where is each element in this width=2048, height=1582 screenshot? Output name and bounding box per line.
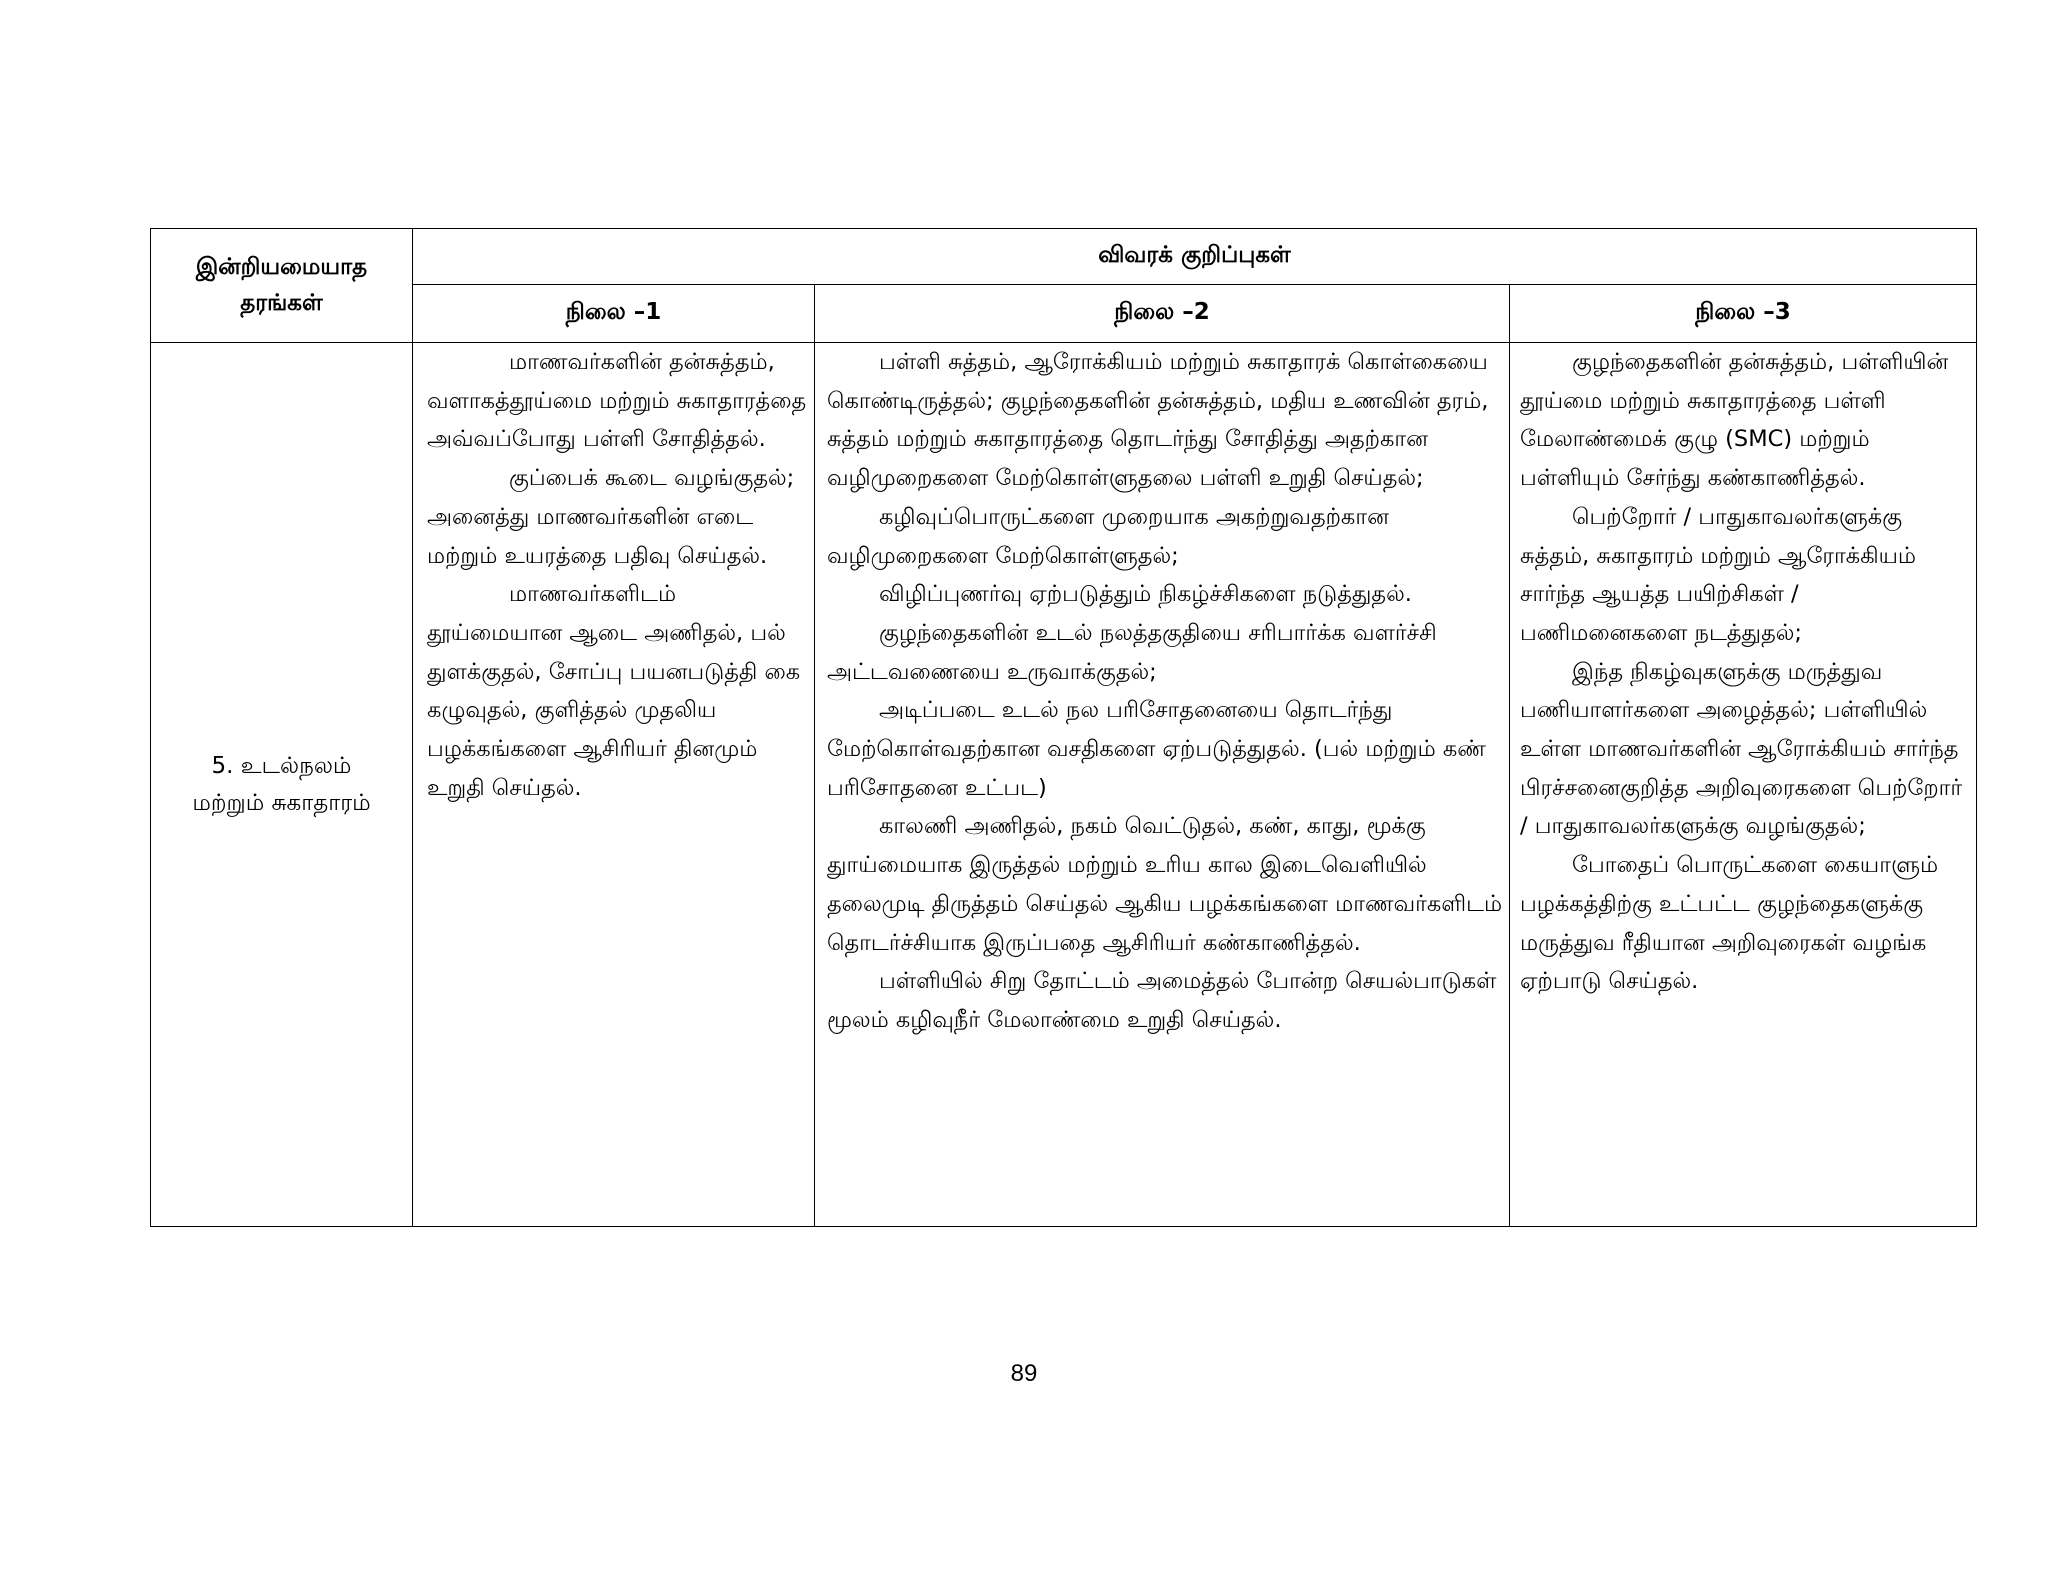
level-1-paragraph: குப்பைக் கூடை வழங்குதல்; அனைத்து மாணவர்களின் எடை மற்றும் உயரத்தை பதிவு செய்தல். bbox=[427, 465, 795, 569]
level-3-paragraph: பெற்றோர் / பாதுகாவலர்களுக்கு சுத்தம், சுகாதாரம் மற்றும் ஆரோக்கியம் சார்ந்த ஆயத்த பயிற்சிகள் / பணிமனைகளை நடத்துதல்; bbox=[1520, 503, 1917, 646]
level-1-paragraph: மாணவர்களின் தன்சுத்தம், வளாகத்தூய்மை மற்றும் சுகாதாரத்தை அவ்வப்போது பள்ளி சோதித்தல். bbox=[427, 349, 807, 453]
level-2-paragraph: விழிப்புணர்வு ஏற்படுத்தும் நிகழ்ச்சிகளை நடுத்துதல். bbox=[879, 581, 1412, 608]
level-1-header: நிலை –1 bbox=[413, 285, 815, 343]
level-3-paragraph: குழந்தைகளின் தன்சுத்தம், பள்ளியின் தூய்மை மற்றும் சுகாதாரத்தை பள்ளி மேலாண்மைக் குழு (SMC) மற்றும் பள்ளியும் சேர்ந்து கண்காணித்தல். bbox=[1520, 349, 1949, 492]
page-number: 89 bbox=[1010, 1360, 1038, 1387]
level-2-paragraph: காலணி அணிதல், நகம் வெட்டுதல், கண், காது, மூக்கு துாய்மையாக இருத்தல் மற்றும் உரிய கால இடைவெளியில் தலைமுடி திருத்தம் செய்தல் ஆகிய பழக்கங்களை மாணவர்களிடம் தொடர்ச்சியாக இருப்பதை ஆசிரியர் கண்காணித்தல். bbox=[827, 813, 1503, 956]
level-2-paragraph: பள்ளி சுத்தம், ஆரோக்கியம் மற்றும் சுகாதாரக் கொள்கையை கொண்டிருத்தல்; குழந்தைகளின் தன்சுத்தம், மதிய உணவின் தரம், சுத்தம் மற்றும் சுகாதாரத்தை தொடர்ந்து சோதித்து அதற்கான வழிமுறைகளை மேற்கொள்ளுதலை பள்ளி உறுதி செய்தல்; bbox=[827, 349, 1489, 492]
criterion-column-header: இன்றியமையாத தரங்கள் bbox=[151, 229, 413, 343]
criterion-cell bbox=[151, 343, 413, 1227]
level-2-paragraph: பள்ளியில் சிறு தோட்டம் அமைத்தல் போன்ற செயல்பாடுகள் மூலம் கழிவுநீர் மேலாண்மை உறுதி செய்தல். bbox=[827, 968, 1497, 1033]
level-3-paragraph: போதைப் பொருட்களை கையாளும் பழக்கத்திற்கு உட்பட்ட குழந்தைகளுக்கு மருத்துவ ரீதியான அறிவுரைகள் வழங்க ஏற்பாடு செய்தல். bbox=[1520, 852, 1939, 995]
details-header: விவரக் குறிப்புகள் bbox=[413, 229, 1977, 285]
level-1-cell bbox=[413, 343, 815, 1227]
criterion-label: 5. உடல்நலம் மற்றும் சுகாதாரம் bbox=[192, 752, 371, 816]
level-3-header: நிலை –3 bbox=[1510, 285, 1977, 343]
level-3-cell bbox=[1510, 343, 1977, 1227]
level-2-paragraph: அடிப்படை உடல் நல பரிசோதனையை தொடர்ந்து மேற்கொள்வதற்கான வசதிகளை ஏற்படுத்துதல். (பல் மற்றும் கண் பரிசோதனை உட்பட) bbox=[827, 697, 1486, 801]
level-2-header: நிலை –2 bbox=[815, 285, 1510, 343]
level-1-paragraph: மாணவர்களிடம் தூய்மையான ஆடை அணிதல், பல் துளக்குதல், சோப்பு பயனபடுத்தி கை கழுவுதல், குளித்தல் முதலிய பழக்கங்களை ஆசிரியர் தினமும் உறுதி செய்தல். bbox=[427, 581, 801, 801]
level-2-paragraph: குழந்தைகளின் உடல் நலத்தகுதியை சரிபார்க்க வளர்ச்சி அட்டவணையை உருவாக்குதல்; bbox=[827, 619, 1437, 685]
level-2-paragraph: கழிவுப்பொருட்களை முறையாக அகற்றுவதற்கான வழிமுறைகளை மேற்கொள்ளுதல்; bbox=[827, 503, 1389, 569]
standards-table bbox=[150, 228, 1977, 1227]
level-2-cell bbox=[815, 343, 1510, 1227]
level-3-paragraph: இந்த நிகழ்வுகளுக்கு மருத்துவ பணியாளர்களை அழைத்தல்; பள்ளியில் உள்ள மாணவர்களின் ஆரோக்கியம் சார்ந்த பிரச்சனைகுறித்த அறிவுரைகளை பெற்றோர் / பாதுகாவலர்களுக்கு வழங்குதல்; bbox=[1520, 658, 1963, 840]
